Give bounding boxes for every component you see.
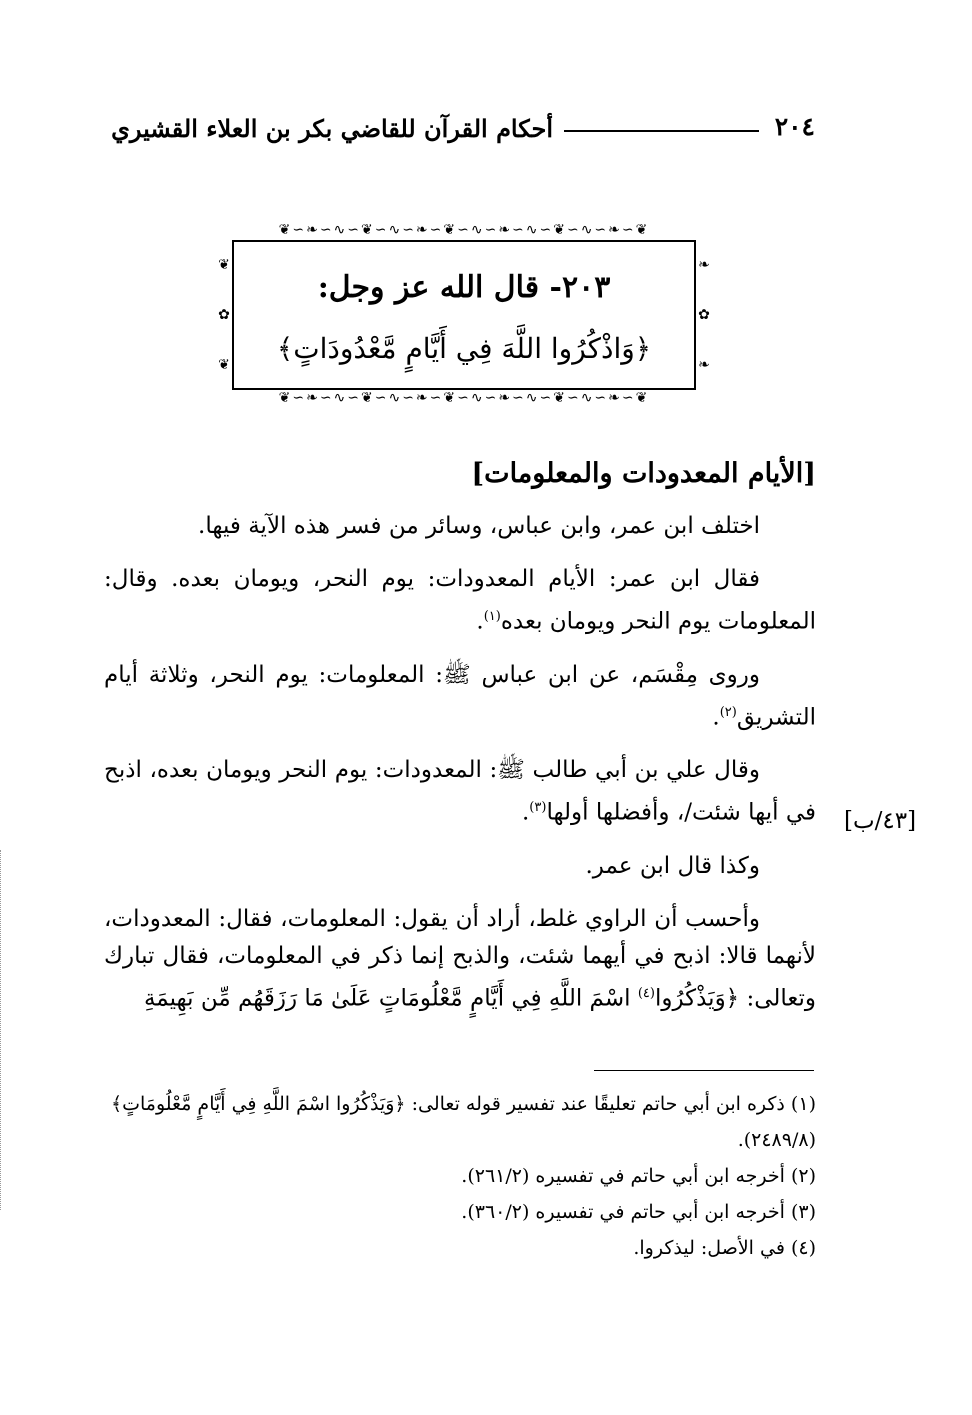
quran-verse: ﴿وَاذْكُرُوا اللَّهَ فِي أَيَّامٍ مَّعْدُودَاتٍ﴾ bbox=[276, 332, 652, 365]
floral-border-icon: ❦∽❧∽∿∽❦∽∿∽❧∽❦∽∿∽❧∽∿∽❦∽∿∽❧∽❦ bbox=[278, 390, 650, 406]
entry-heading: ٢٠٣- قال الله عز وجل: bbox=[317, 270, 611, 305]
running-header bbox=[100, 112, 815, 152]
paragraph: وأحسب أن الراوي غلط، أراد أن يقول: المعلومات، فقال: المعدودات، لأنهما قالا: اذبح في أيهما شئت، والذبح إنما ذكر في المعلومات، فقال تبارك وتعالى: ﴿وَيَذْكُرُوا$^{(٤)}$ اسْمَ اللَّهِ فِي أَيَّامٍ مَّعْلُومَاتٍ عَلَىٰ مَا رَزَقَهُم مِّن بَهِيمَةِ bbox=[104, 905, 816, 1012]
paragraph: وقال علي بن أبي طالب ﷺ: المعدودات: يوم النحر ويومان بعده، اذبح في أيها شئت/، وأفضلها أولها$^{(٣)}$. bbox=[104, 757, 816, 826]
floral-border-icon: ❧ ✿ ❧ bbox=[698, 257, 710, 373]
section-title: [الأيام المعدودات والمعلومات] bbox=[471, 458, 816, 489]
footnote-separator bbox=[594, 1070, 814, 1071]
paragraph: اختلف ابن عمر، وابن عباس، وسائر من فسر هذه الآية فيها. bbox=[198, 513, 760, 539]
footnote: (٤) في الأصل: ليذكروا. bbox=[633, 1237, 816, 1259]
footnote-ref: (٢) bbox=[719, 704, 737, 720]
paragraph: وروى مِقْسَم، عن ابن عباس ﷺ: المعلومات: يوم النحر، وثلاثة أيام التشريق$^{(٢)}$. bbox=[104, 661, 816, 731]
paragraph: فقال ابن عمر: الأيام المعدودات: يوم النحر، ويومان بعده. وقال: المعلومات يوم النحر ويومان بعده$^{(١)}$. bbox=[104, 566, 816, 635]
footnotes bbox=[104, 1086, 816, 1266]
footnote: (٢) أخرجه ابن أبي حاتم في تفسيره (٢٦١/٢). bbox=[461, 1165, 816, 1187]
floral-border-icon: ❦ ✿ ❦ bbox=[218, 257, 230, 373]
footnote: (١) ذكره ابن أبي حاتم تعليقًا عند تفسير قوله تعالى: ﴿وَيَذْكُرُوا اسْمَ اللَّهِ فِي أَيَّامٍ مَّعْلُومَاتٍ﴾ (٢٤٨٩/٨). bbox=[110, 1093, 816, 1151]
footnote-ref: (٤) bbox=[637, 985, 655, 1001]
footnote: (٣) أخرجه ابن أبي حاتم في تفسيره (٣٦٠/٢). bbox=[461, 1201, 816, 1223]
ornamental-frame bbox=[216, 222, 712, 408]
frame-inner-border bbox=[232, 240, 696, 390]
scan-edge bbox=[0, 850, 4, 1210]
floral-border-icon: ❦∽❧∽∿∽❦∽∿∽❧∽❦∽∿∽❧∽∿∽❦∽∿∽❧∽❦ bbox=[278, 222, 650, 238]
page-number: ٢٠٤ bbox=[774, 112, 815, 141]
header-rule bbox=[564, 130, 759, 132]
footnote-ref: (٣) bbox=[529, 800, 547, 816]
footnote-ref: (١) bbox=[483, 609, 501, 624]
paragraph: وكذا قال ابن عمر. bbox=[585, 852, 760, 879]
main-text bbox=[104, 455, 816, 1034]
running-title: أحكام القرآن للقاضي بكر بن العلاء القشيري bbox=[111, 114, 553, 143]
manuscript-folio-marker: [٤٣/ب] bbox=[844, 808, 917, 834]
